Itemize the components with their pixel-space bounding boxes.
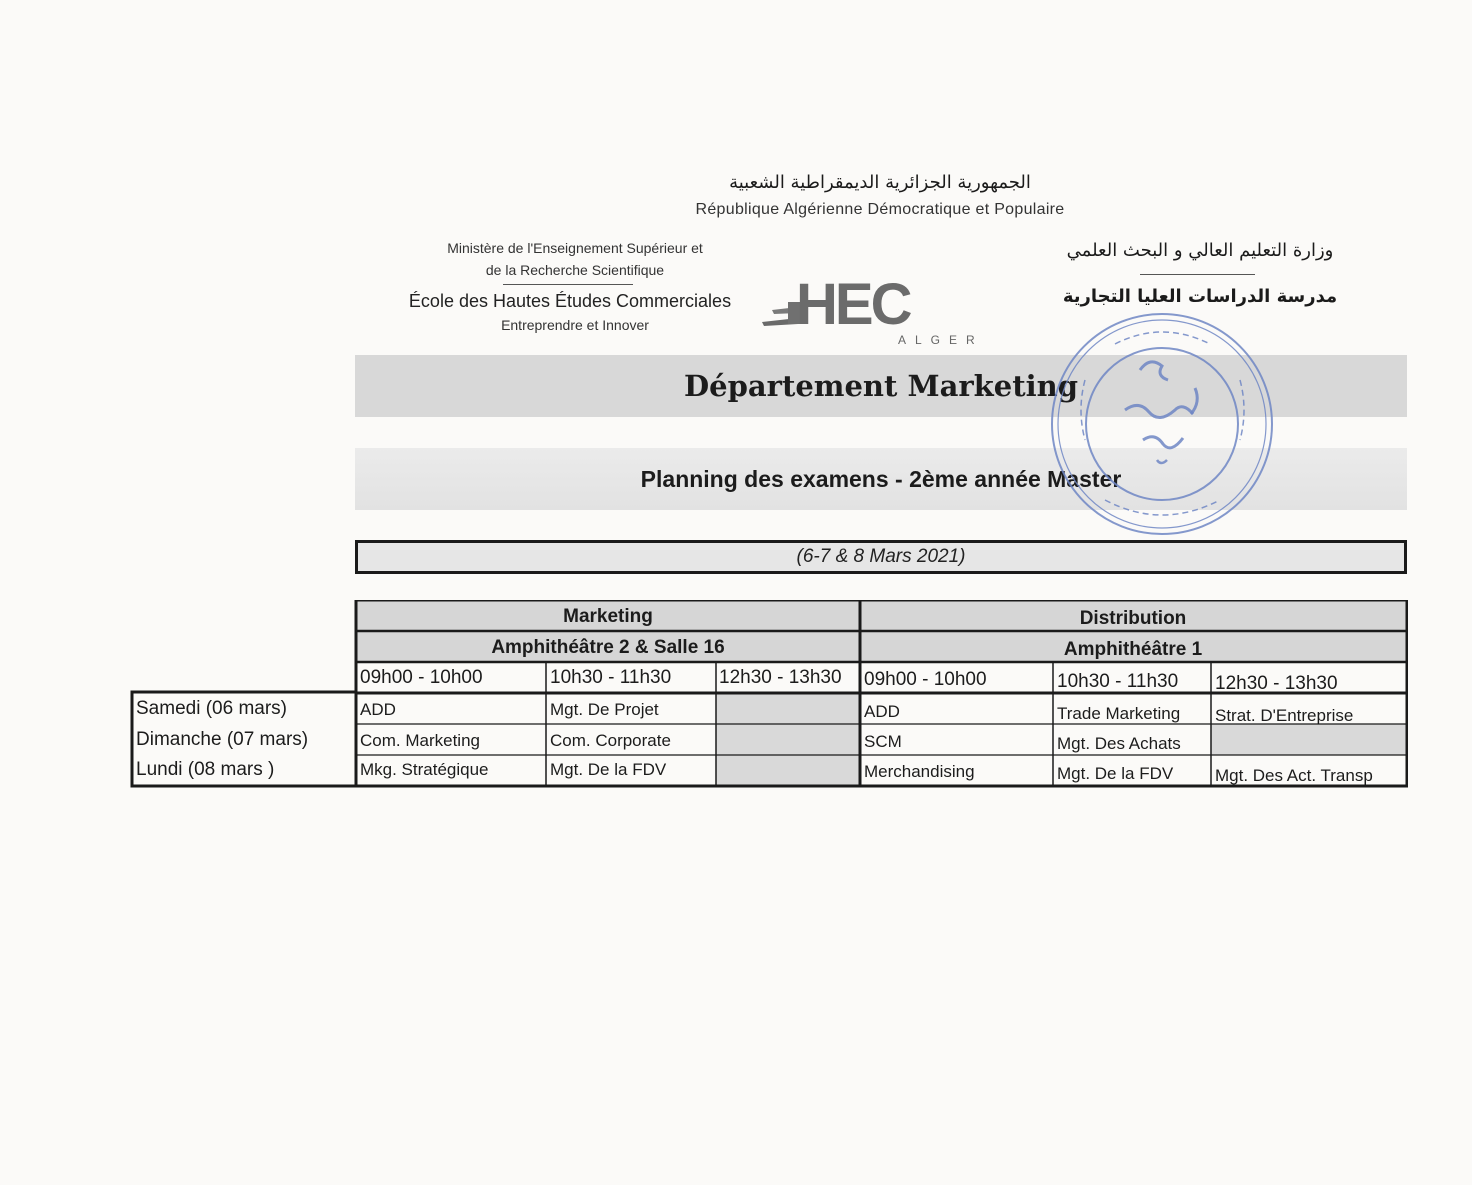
empty-slot-fill-distribution xyxy=(1211,724,1407,755)
exam-cell: ADD xyxy=(864,702,900,721)
day-label-2: Dimanche (07 mars) xyxy=(136,729,309,750)
ministry-arabic-name: وزارة التعليم العالي و البحث العلمي xyxy=(1066,240,1334,261)
distribution-title: Distribution xyxy=(1079,608,1187,629)
marketing-slot-3: 12h30 - 13h30 xyxy=(719,667,842,688)
distribution-slot-1: 09h00 - 10h00 xyxy=(864,669,987,690)
republic-french-name: République Algérienne Démocratique et Populaire xyxy=(695,201,1065,218)
marketing-slot-2: 10h30 - 11h30 xyxy=(550,667,672,688)
distribution-slot-2: 10h30 - 11h30 xyxy=(1057,671,1179,692)
distribution-room: Amphithéâtre 1 xyxy=(1063,639,1203,660)
republic-arabic-name: الجمهورية الجزائرية الديمقراطية الشعبية xyxy=(729,172,1031,193)
day-label-1: Samedi (06 mars) xyxy=(136,698,287,719)
marketing-room: Amphithéâtre 2 & Salle 16 xyxy=(491,637,725,658)
exam-cell: Mgt. De la FDV xyxy=(550,760,667,779)
exam-cell: Com. Corporate xyxy=(550,731,671,750)
exam-cell: Trade Marketing xyxy=(1057,704,1181,723)
ministry-underline xyxy=(503,284,633,285)
school-name: École des Hautes Études Commerciales xyxy=(408,291,732,311)
exam-cell: Strat. D'Entreprise xyxy=(1215,706,1354,725)
logo-city: ALGER xyxy=(898,333,984,347)
exam-cell: ADD xyxy=(360,700,396,719)
exam-cell: Com. Marketing xyxy=(360,731,480,750)
exam-title: Planning des examens - 2ème année Master xyxy=(640,466,1122,492)
marketing-slot-1: 09h00 - 10h00 xyxy=(360,667,483,688)
exam-cell: SCM xyxy=(864,732,902,751)
exam-cell: Mgt. De la FDV xyxy=(1057,764,1174,783)
exam-cell: Mkg. Stratégique xyxy=(360,760,489,779)
ministry-arabic-underline xyxy=(1140,274,1255,275)
school-tagline: Entreprendre et Innover xyxy=(501,317,649,333)
exam-cell: Mgt. De Projet xyxy=(550,700,659,719)
day-label-3: Lundi (08 mars ) xyxy=(136,759,275,780)
marketing-title: Marketing xyxy=(563,606,653,627)
exam-cell: Mgt. Des Achats xyxy=(1057,734,1181,753)
logo-text: HEC xyxy=(796,274,910,337)
distribution-slot-3: 12h30 - 13h30 xyxy=(1215,673,1338,694)
date-range-box xyxy=(355,540,1407,574)
empty-slot-fill-marketing xyxy=(716,694,860,786)
official-stamp xyxy=(1045,310,1280,538)
department-title: Département Marketing xyxy=(684,369,1078,403)
school-arabic-name: مدرسة الدراسات العليا التجارية xyxy=(1062,286,1338,307)
ministry-name-line-2: de la Recherche Scientifique xyxy=(485,262,665,278)
exam-cell: Merchandising xyxy=(864,762,975,781)
exam-cell: Mgt. Des Act. Transp xyxy=(1215,766,1373,785)
exam-schedule-table xyxy=(130,600,1408,792)
hec-alger-logo xyxy=(760,274,1000,352)
ministry-name-line-1: Ministère de l'Enseignement Supérieur et xyxy=(447,240,703,256)
date-range: (6-7 & 8 Mars 2021) xyxy=(796,546,966,567)
